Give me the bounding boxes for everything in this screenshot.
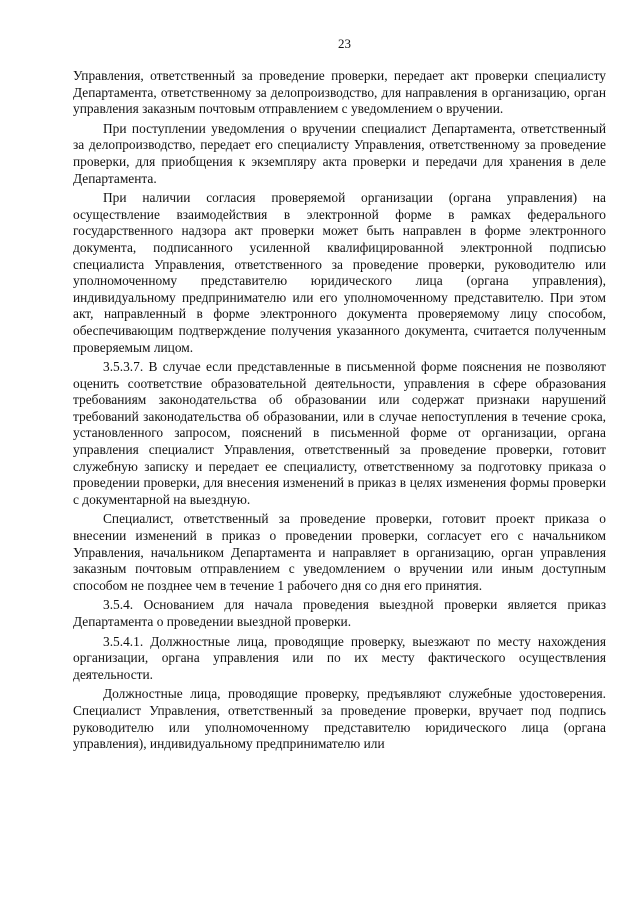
page-number: 23 [338,36,351,51]
paragraph: Специалист, ответственный за проведение проверки, готовит проект приказа о внесении изменений в приказ о проведении проверки, согласует его с начальником Управления, начальником Департамента и направляет в организацию, орган управления заказным почтовым отправлением с уведомлением о вручении или иным доступным способом не позднее чем в течение 1 рабочего дня со дня его принятия. [73,511,606,593]
paragraph: При наличии согласия проверяемой организации (органа управления) на осуществление взаимодействия в электронной форме в рамках федерального государственного надзора акт проверки может быть направлен в форме электронного документа, подписанного усиленной квалифицированной электронной подписью специалиста Управления, ответственного за проведение проверки, руководителю или уполномоченному представителю юридического лица (органа управления), индивидуальному предпринимателю или его уполномоченному представителю. При этом акт, направленный в форме электронного документа проверяемому лицу способом, обеспечивающим подтверждение получения указанного документа, считается полученным проверяемым лицом. [73,190,606,355]
paragraph: 3.5.4.1. Должностные лица, проводящие проверку, выезжают по месту нахождения организации, органа управления или по их месту фактического осуществления деятельности. [73,633,606,682]
paragraph: Должностные лица, проводящие проверку, предъявляют служебные удостоверения. Специалист Управления, ответственный за проведение проверки, вручает под подпись руководителю или уполномоченному представителю юридического лица (органа управления), индивидуальному предпринимателю или [73,686,606,752]
paragraph: Управления, ответственный за проведение проверки, передает акт проверки специалисту Департамента, ответственному за делопроизводство, для направления в организацию, орган управления заказным почтовым отправлением с уведомлением о вручении. [73,68,606,117]
paragraph: 3.5.3.7. В случае если представленные в письменной форме пояснения не позволяют оценить соответствие образовательной деятельности, управления в сфере образования требованиям законодательства об образовании или содержат признаки нарушений требований законодательства об образовании, или в случае непоступления в течение срока, установленного запросом, пояснений в письменной форме от организации, органа управления специалист Управления, ответственный за проведение проверки, готовит служебную записку и передает ее специалисту, ответственному за подготовку приказа о проведении проверки, для внесения изменений в приказ в целях изменения формы проверки с документарной на выездную. [73,359,606,507]
paragraph: При поступлении уведомления о вручении специалист Департамента, ответственный за делопроизводство, передает его специалисту Управления, ответственному за проведение проверки, для приобщения к экземпляру акта проверки и передачи для хранения в деле Департамента. [73,120,606,186]
paragraph: 3.5.4. Основанием для начала проведения выездной проверки является приказ Департамента о проведении выездной проверки. [73,597,606,629]
